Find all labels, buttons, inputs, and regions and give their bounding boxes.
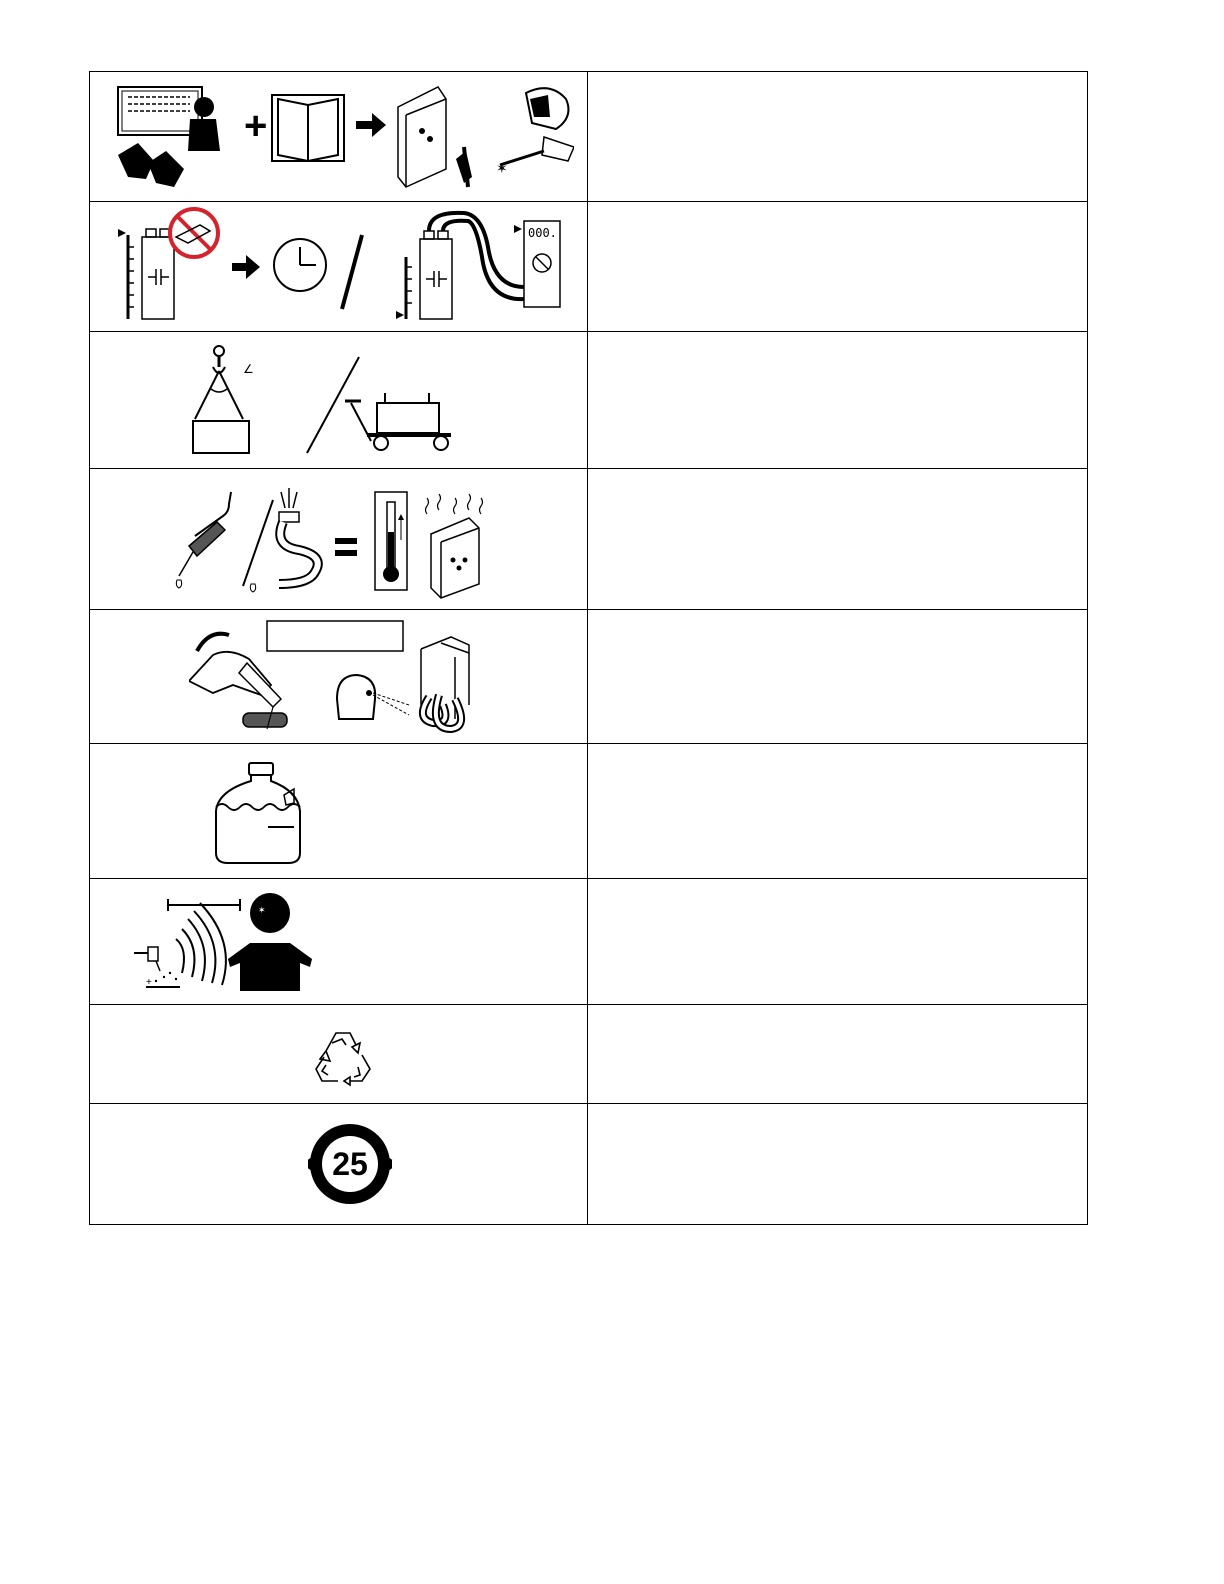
description-cell <box>588 879 1088 1005</box>
symbol-cell <box>90 202 588 332</box>
svg-text:✶: ✶ <box>495 159 508 176</box>
coolant-jug-icon <box>104 751 574 871</box>
description-cell <box>588 610 1088 744</box>
symbol-cell <box>90 72 588 202</box>
symbol-row <box>90 1005 1088 1104</box>
lifting-moving-equipment-icon <box>189 337 489 463</box>
description-cell <box>588 72 1088 202</box>
safety-symbol-table <box>89 71 1088 1225</box>
description-cell <box>588 469 1088 610</box>
svg-text:✶: ✶ <box>257 904 266 915</box>
symbol-row <box>90 469 1088 610</box>
description-cell <box>588 332 1088 469</box>
symbol-cell <box>90 610 588 744</box>
symbol-cell <box>90 1104 588 1225</box>
epup-25-icon <box>104 1114 574 1214</box>
svg-text:+: + <box>243 103 267 148</box>
symbol-row <box>90 1104 1088 1225</box>
symbol-cell <box>90 744 588 879</box>
emf-distance-icon <box>104 887 574 997</box>
meter-readout: 000. <box>527 225 557 240</box>
symbol-row <box>90 610 1088 744</box>
symbol-cell <box>90 469 588 610</box>
symbol-row <box>90 332 1088 469</box>
capacitor-discharge-wait-icon <box>104 207 574 327</box>
description-cell <box>588 1104 1088 1225</box>
symbol-row <box>90 202 1088 332</box>
coolant-leak-check-icon <box>189 615 489 739</box>
symbol-cell <box>90 1005 588 1104</box>
symbol-row <box>90 879 1088 1005</box>
symbol-cell <box>90 879 588 1005</box>
epup-number: 25 <box>331 1146 368 1182</box>
hot-parts-cooling-icon <box>169 476 509 602</box>
safety-training-manual-service-icon <box>104 77 574 197</box>
description-cell <box>588 1005 1088 1104</box>
svg-text:∠: ∠ <box>242 362 254 376</box>
symbol-row <box>90 72 1088 202</box>
recycle-icon <box>104 1019 574 1089</box>
svg-text:+: + <box>145 976 152 988</box>
symbol-cell <box>90 332 588 469</box>
description-cell <box>588 202 1088 332</box>
symbol-row <box>90 744 1088 879</box>
description-cell <box>588 744 1088 879</box>
